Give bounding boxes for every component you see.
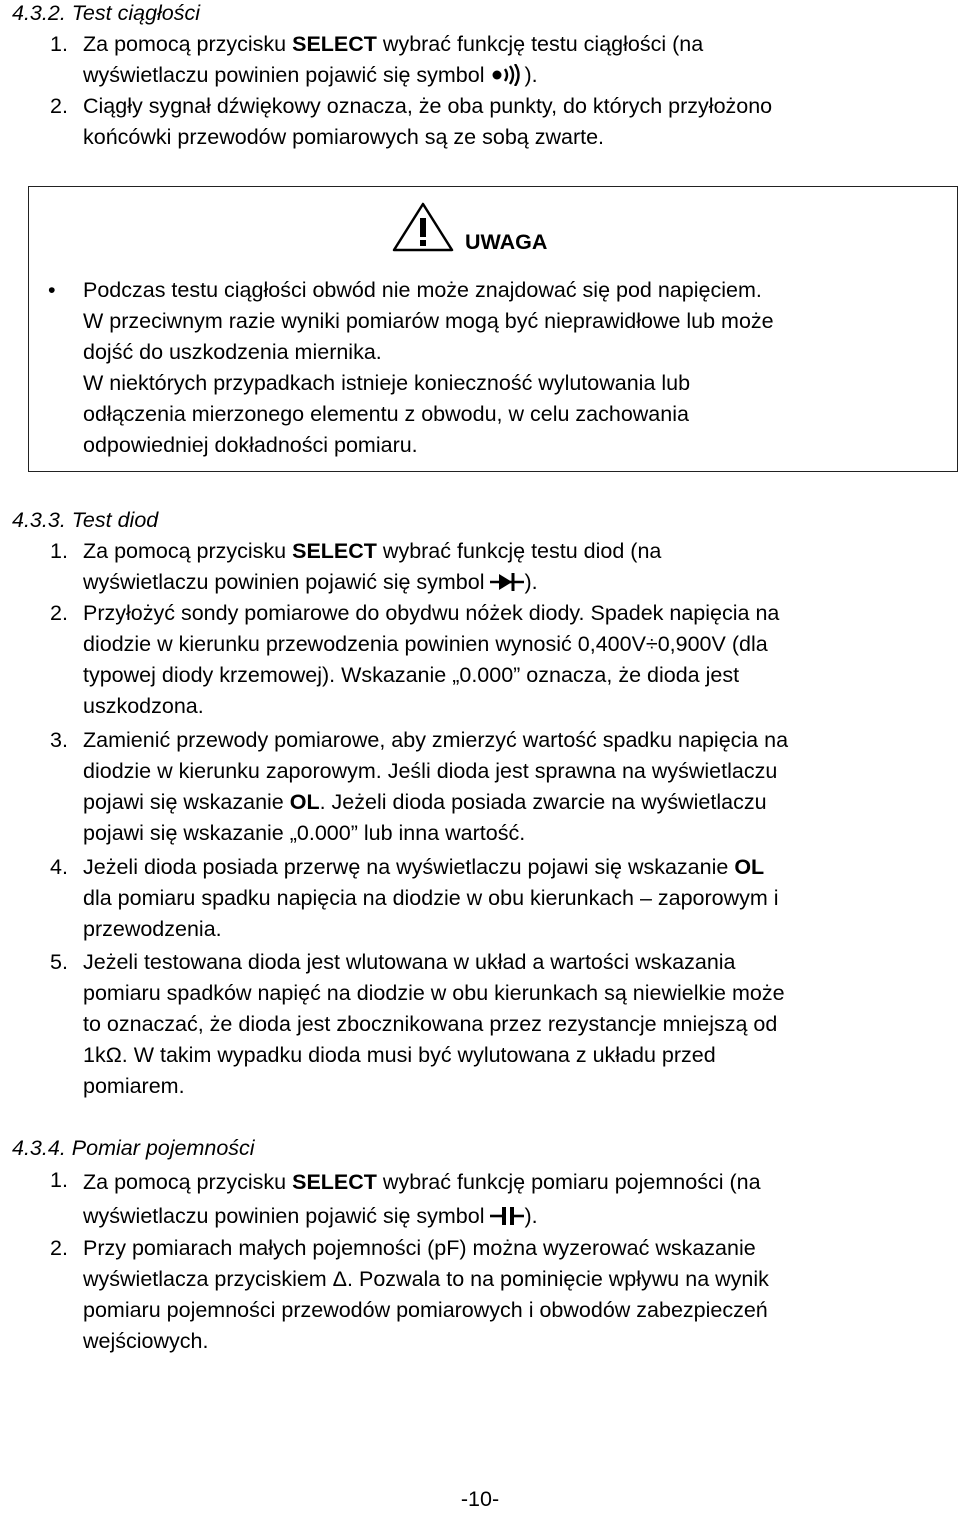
list-number: 5.	[50, 950, 68, 974]
list-number: 2.	[50, 94, 68, 118]
warning-title: UWAGA	[465, 230, 548, 254]
page-number: -10-	[460, 1487, 500, 1511]
list-number: 1.	[50, 1168, 68, 1192]
list-number: 2.	[50, 1236, 68, 1260]
section-heading-diode-test: 4.3.3. Test diod	[12, 508, 159, 532]
warning-triangle-icon	[392, 202, 454, 252]
list-number: 1.	[50, 32, 68, 56]
list-item-diode-open: Jeżeli dioda posiada przerwę na wyświetlaczu pojawi się wskazanie OL dla pomiaru spadku napięcia na diodzie w obu kierunkach – zaporowym i przewodzenia.	[83, 855, 779, 941]
section-heading-continuity: 4.3.2. Test ciągłości	[12, 1, 201, 25]
list-item-diode-soldered: Jeżeli testowana dioda jest wlutowana w układ a wartości wskazania pomiaru spadków napięć na diodzie w obu kierunkach są niewielkie może to oznaczać, że dioda jest zbocznikowana przez rezystancje mniejszą od 1kΩ. W takim wypadku dioda musi być wylutowana z układu przed pomiarem.	[83, 950, 785, 1098]
warning-text: Podczas testu ciągłości obwód nie może znajdować się pod napięciem. W przeciwnym razie wyniki pomiarów mogą być nieprawidłowe lub może dojść do uszkodzenia miernika. W niektórych przypadkach istnieje konieczność wylutowania lub odłączenia mierzonego elementu z obwodu, w celu zachowania odpowiedniej dokładności pomiaru.	[83, 278, 774, 457]
select-key-label: SELECT	[292, 32, 377, 56]
list-number: 1.	[50, 539, 68, 563]
diode-icon	[490, 571, 524, 593]
list-number: 3.	[50, 728, 68, 752]
warning-bullet: •	[48, 278, 56, 302]
capacitor-icon	[490, 1205, 524, 1227]
section-heading-capacitance: 4.3.4. Pomiar pojemności	[12, 1136, 255, 1160]
continuity-beeper-icon	[490, 64, 524, 86]
list-number: 2.	[50, 601, 68, 625]
list-item-diode-forward: Przyłożyć sondy pomiarowe do obydwu nóżek diody. Spadek napięcia na diodzie w kierunku przewodzenia powinien wynosić 0,400V÷0,900V (dla typowej diody krzemowej). Wskazanie „0.000” oznacza, że dioda jest uszkodzona.	[83, 601, 780, 718]
ol-indication: OL	[289, 790, 320, 814]
list-number: 4.	[50, 855, 68, 879]
list-item-continuity-select: Za pomocą przycisku SELECT wybrać funkcję testu ciągłości (na wyświetlaczu powinien pojawić się symbol ).	[83, 32, 704, 87]
list-item-capacitance-select: Za pomocą przycisku SELECT wybrać funkcję pomiaru pojemności (na wyświetlaczu powinien pojawić się symbol ).	[83, 1170, 761, 1228]
list-item-diode-reverse: Zamienić przewody pomiarowe, aby zmierzyć wartość spadku napięcia na diodzie w kierunku zaporowym. Jeśli dioda jest sprawna na wyświetlaczu pojawi się wskazanie OL. Jeżeli dioda posiada zwarcie na wyświetlaczu pojawi się wskazanie „0.000” lub inna wartość.	[83, 728, 789, 845]
list-item-continuity-beep: Ciągły sygnał dźwiękowy oznacza, że oba punkty, do których przyłożono końcówki przewodów pomiarowych są ze sobą zwarte.	[83, 94, 773, 149]
list-item-diode-select: Za pomocą przycisku SELECT wybrać funkcję testu diod (na wyświetlaczu powinien pojawić się symbol ).	[83, 539, 662, 594]
select-key-label: SELECT	[292, 1170, 377, 1194]
select-key-label: SELECT	[292, 539, 377, 563]
ol-indication: OL	[734, 855, 765, 879]
list-item-capacitance-zero: Przy pomiarach małych pojemności (pF) można wyzerować wskazanie wyświetlacza przyciskiem Δ. Pozwala to na pominięcie wpływu na wynik pomiaru pojemności przewodów pomiarowych i obwodów zabezpieczeń wejściowych.	[83, 1236, 769, 1353]
